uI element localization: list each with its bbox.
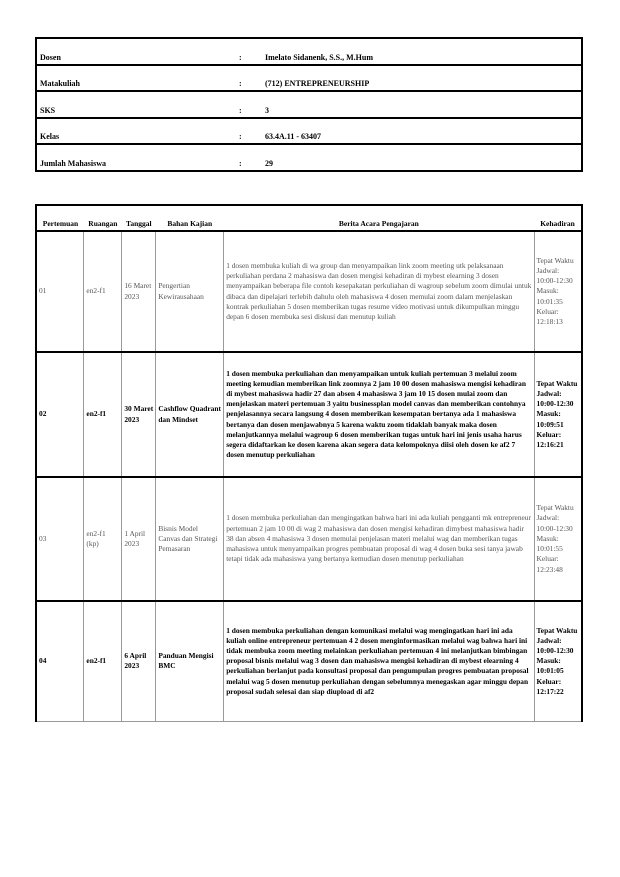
info-value: 63.4A.11 - 63407: [262, 118, 582, 145]
cell-pertemuan: 02: [36, 352, 84, 477]
info-label: Dosen: [36, 38, 236, 65]
table-row: [36, 601, 582, 721]
course-info-table: [35, 37, 583, 172]
cell-bahan: Pengertian Kewirausahaan: [156, 231, 224, 352]
info-row-sks: [36, 91, 582, 118]
info-label: Matakuliah: [36, 65, 236, 92]
info-row-jumlah: [36, 144, 582, 171]
header-ruangan: Ruangan: [84, 205, 122, 231]
info-value: 29: [265, 158, 273, 168]
cell-bahan: Cashflow Quadrant dan Mindset: [156, 352, 224, 477]
cell-kehadiran: Tepat Waktu Jadwal: 10:00-12:30 Masuk: 10:01:05 Keluar: 12:17:22: [534, 601, 582, 721]
info-separator: :: [236, 65, 262, 92]
header-bahan: Bahan Kajian: [156, 205, 224, 231]
cell-kehadiran: Tepat Waktu Jadwal: 10:00-12:30 Masuk: 10:01:55 Keluar: 12:23:48: [534, 477, 582, 601]
cell-pertemuan: 04: [36, 601, 84, 721]
info-row-kelas: [36, 118, 582, 145]
cell-bahan: Panduan Mengisi BMC: [156, 601, 224, 721]
attendance-table: [35, 204, 583, 722]
table-header-row: [36, 205, 582, 231]
info-separator: :: [236, 91, 262, 118]
table-row: [36, 352, 582, 477]
cell-berita: 1 dosen membuka perkuliahan dan menyampaikan untuk kuliah pertemuan 3 melalui zoom meeting kemudian memberikan link zoomnya 2 jam 10 00 dosen mahasiswa mengisi kehadiran di mybest mahasiswa hadir 27 dan absen 4 mahasiswa 3 jam 10 15 dosen mulai zoom dan menjelaskan materi pertemuan 3 yaitu businessplan model canvas dan memberikan contohnya penjelasannya secara langsung 4 dosen memberikan kesempatan bertanya ada 1 mahasiswa bertanya dan dosen menjawabnya 5 karena waktu zoom tidaklah banyak maka dosen melanjutkannya melalui wagroup 6 dosen memberikan tugas untuk hari ini jenis usaha harus segera didaftarkan ke dosen karena akan segera data kelompoknya diisi oleh dosen ke af2 7 dosen menutup perkuliahan: [224, 352, 534, 477]
table-row: [36, 231, 582, 352]
cell-berita: 1 dosen membuka kuliah di wa group dan menyampaikan link zoom meeting utk pelaksanaan perkuliahan perdana 2 mahasiswa dan dosen mengisi kehadiran di mybest elearning 3 dosen menyampaikan beberapa file contoh kesepakatan perkuliahan di wagroup sebelum zoom dimulai untuk dibaca dan dipelajari terlebih dahulu oleh mahasiswa 4 dosen memulai zoom dalam menjelaskan kontrak perkuliahan 5 dosen memberikan tugas resume video motivasi untuk dikumpulkan minggu depan 6 dosen membuka sesi diskusi dan menutup kuliah: [224, 231, 534, 352]
header-kehadiran: Kehadiran: [534, 205, 582, 231]
cell-ruangan: en2-f1: [84, 352, 122, 477]
cell-tanggal: 1 April 2023: [122, 477, 156, 601]
cell-ruangan: en2-f1: [84, 231, 122, 352]
info-separator: :: [236, 118, 262, 145]
cell-ruangan: en2-f1 (kp): [84, 477, 122, 601]
header-pertemuan: Pertemuan: [36, 205, 84, 231]
header-tanggal: Tanggal: [122, 205, 156, 231]
info-label: Jumlah Mahasiswa: [40, 158, 107, 168]
info-row-dosen: [36, 38, 582, 65]
cell-kehadiran: Tepat Waktu Jadwal: 10:00-12:30 Masuk: 10:01:35 Keluar: 12:18:13: [534, 231, 582, 352]
cell-tanggal: 6 April 2023: [122, 601, 156, 721]
table-row: [36, 477, 582, 601]
cell-berita: 1 dosen membuka perkuliahan dan mengingatkan bahwa hari ini ada kuliah pengganti mk entrepreneur pertemuan 2 jam 10 00 di wag 2 mahasiswa dan dosen mengisi kehadiran dimybest mahasiswa hadir 38 dan absen 4 mahasiswa 3 dosen memulai penjelasan materi melalui wag dan memberikan tugas mahasiswa untuk menyampaikan progres pembuatan proposal di wag 4 dosen buka sesi tanya jawab tetapi tidak ada mahasiswa yang bertanya kemudian dosen menutup perkuliahan: [224, 477, 534, 601]
cell-pertemuan: 01: [36, 231, 84, 352]
cell-pertemuan: 03: [36, 477, 84, 601]
info-value: 3: [262, 91, 582, 118]
cell-tanggal: 30 Maret 2023: [122, 352, 156, 477]
header-berita: Berita Acara Pengajaran: [224, 205, 534, 231]
info-row-matakuliah: [36, 65, 582, 92]
cell-kehadiran: Tepat Waktu Jadwal: 10:00-12:30 Masuk: 10:09:51 Keluar: 12:16:21: [534, 352, 582, 477]
info-value: Imelato Sidanenk, S.S., M.Hum: [262, 38, 582, 65]
cell-berita: 1 dosen membuka perkuliahan dengan komunikasi melalui wag mengingatkan hari ini ada kuliah online entrepreneur pertemuan 4 2 dosen menginformasikan melalui wag bahwa hari ini tidak membuka zoom meeting melainkan perkuliahan pertemuan 4 ini melanjutkan bimbingan proposal bisnis melalui wag 3 dosen dan mahasiswa mengisi kehadiran di mybest elearning 4 perkuliahan berlanjut pada konsultasi proposal dan pengumpulan progres pembuatan proposal melalui wag 5 dosen menutup perkuliahan dengan sebelumnya menegaskan agar minggu depan proposal sudah selesai dan siap diupload di af2: [224, 601, 534, 721]
info-label: Kelas: [36, 118, 236, 145]
cell-ruangan: en2-f1: [84, 601, 122, 721]
info-separator: :: [239, 158, 242, 168]
info-separator: :: [236, 38, 262, 65]
info-value: (712) ENTREPRENEURSHIP: [262, 65, 582, 92]
cell-bahan: Bisnis Model Canvas dan Strategi Pemasaran: [156, 477, 224, 601]
cell-tanggal: 16 Maret 2023: [122, 231, 156, 352]
info-label: SKS: [36, 91, 236, 118]
